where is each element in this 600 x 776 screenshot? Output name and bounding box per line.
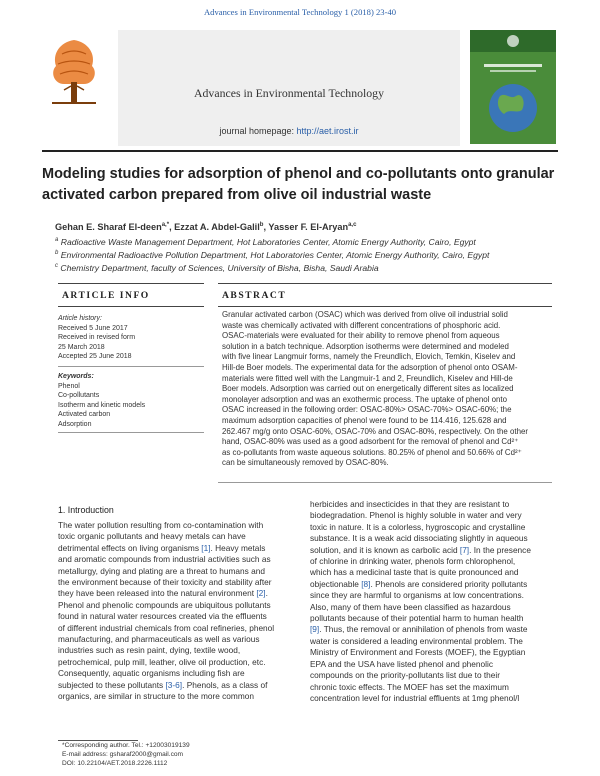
- keyword: Isotherm and kinetic models: [58, 401, 146, 409]
- keyword: Co-pollutants: [58, 392, 100, 399]
- section-rule: [58, 306, 204, 307]
- section-rule: [218, 306, 552, 307]
- abstract-line: OSAC increased in the following order: OSAC-80%> OSAC-70%> OSAC-60%; the: [222, 405, 512, 415]
- abstract-line: Boer models. Adsorption was carried out on energetically different sites as localized: [222, 384, 514, 394]
- article-history: [58, 314, 202, 362]
- body-text-line: of different industrial chemicals from coal refineries, phenol: [58, 622, 275, 633]
- abstract-line: Hill-de Boer models. The experimental data for the adsorption of phenol onto OSAM-: [222, 362, 518, 372]
- body-text-line: petrochemical, pulp mill, leather, olive oil production, etc.: [58, 656, 266, 667]
- body-text-line: objectionable [8]. Phenols are considered priority pollutants: [310, 578, 528, 589]
- body-text-line: Consequently, aquatic organisms including fish are: [58, 668, 245, 679]
- body-text-line: Also, many of them have been classified as hazardous: [310, 601, 511, 612]
- body-text-line: [9]. Thus, the removal or annihilation of phenols from waste: [310, 624, 528, 635]
- abstract-line: Granular activated carbon (OSAC) which was derived from olive oil industrial solid: [222, 310, 508, 319]
- author-list: Gehan E. Sharaf El-deen$^{a,*}$, Ezzat A. Abdel-Galil$^b$, Yasser F. El-Aryan$^{a,c}$: [55, 222, 357, 233]
- section-rule: [218, 283, 552, 284]
- history-item: Accepted 25 June 2018: [58, 353, 132, 360]
- running-head[interactable]: Advances in Environmental Technology 1 (2018) 23-40: [203, 7, 397, 17]
- body-text-line: water is considered a leading environmental problem. The: [310, 635, 523, 646]
- abstract-body: [222, 310, 550, 469]
- body-text-line: and aromatic compounds from industrial activities such as: [58, 554, 271, 565]
- citation-link[interactable]: [3-6]: [165, 679, 183, 690]
- corresponding-author: *Corresponding author. Tel.: +12003019139: [62, 742, 190, 749]
- affiliation: $^a$ Radioactive Waste Management Department, Hot Laboratories Center, Atomic Energy Authority, Cairo, Egypt: [55, 237, 476, 247]
- body-text-line: concentration level for industrial effluents at 1mg phenol/l: [310, 692, 520, 703]
- section-rule: [58, 283, 204, 284]
- abstract-line: as co-pollutants from waste aqueous solutions. 80.25% of phenol and 50.66% of Cd²⁺: [222, 447, 522, 457]
- keywords-label: Keywords:: [58, 373, 94, 380]
- article-title: [42, 164, 562, 206]
- history-item: Received in revised form: [58, 334, 136, 341]
- body-text-line: toxic in nature. It is a colorless, hygroscopic and crystalline: [310, 521, 526, 532]
- journal-cover-thumbnail: [470, 30, 556, 144]
- body-text-line: since they are harmful to organisms at low concentrations.: [310, 590, 524, 601]
- abstract-line: solution in a batch technique. Adsorption isotherms were determined and modeled: [222, 341, 509, 351]
- abstract-line: monolayer adsorption and was an exothermic process. The uptake of phenol onto: [222, 394, 507, 404]
- affiliation: $^b$ Environmental Radioactive Pollution Department, Hot Laboratories Center, Atomic Energy Authority, Cairo, Egypt: [55, 250, 490, 260]
- citation-link[interactable]: [1]: [201, 542, 211, 553]
- homepage-label: journal homepage:: [219, 126, 297, 136]
- body-text-line: of chlorine in drinking water, phenols form chlorophenol,: [310, 556, 516, 567]
- author-affiliation-mark: b: [259, 222, 264, 228]
- title-line-1: Modeling studies for adsorption of phenol and co-pollutants onto granular: [42, 166, 555, 182]
- body-text-line: detrimental effects on living organisms [1]. Heavy metals: [58, 542, 266, 553]
- history-item: Received 5 June 2017: [58, 324, 128, 332]
- abstract-line: OSAC-materials were evaluated for their ability to remove phenol from aqueous: [222, 331, 500, 341]
- body-text-line: pollutants because of their potential harm to human health: [310, 613, 524, 624]
- body-text-line: EPA and the USA have listed phenol and phenolic: [310, 658, 493, 669]
- abstract-line: with five linear Langmuir forms, namely the Freundlich, Elovich, Temkin, Kiselev and: [222, 352, 516, 362]
- keyword: Activated carbon: [58, 411, 111, 418]
- body-text-line: which has a medicinal taste that is quite pronounced and: [310, 567, 519, 578]
- introduction-heading: 1. Introduction: [58, 505, 114, 515]
- abstract-line: can be simultaneously removed by OSAC-80%.: [222, 458, 389, 468]
- body-text-line: the environment because of their toxicity and stability after: [58, 577, 272, 588]
- body-text-line: substance. It is a weak acid dissociating slightly in aqueous: [310, 533, 528, 544]
- body-text-line: manufacturing, and pharmaceuticals as well as various: [58, 634, 260, 645]
- section-rule: [58, 432, 204, 433]
- abstract-line: 262.467 mg/g onto OSAC-60%, OSAC-70% and OSAC-80%, respectively. On the other: [222, 426, 528, 436]
- affiliation: $^c$ Chemistry Department, faculty of Sciences, University of Bisha, Bisha, Saudi Arabia: [55, 263, 379, 273]
- introduction-column-left: [58, 520, 300, 703]
- body-text-line: biodegradation. Phenol is highly soluble in water and very: [310, 510, 522, 521]
- section-rule: [58, 366, 204, 367]
- keyword-list: [58, 372, 202, 429]
- citation-link[interactable]: [7]: [459, 544, 470, 555]
- doi[interactable]: DOI: 10.22104/AET.2018.2226.1112: [62, 760, 168, 767]
- history-item: 25 March 2018: [58, 343, 105, 351]
- email-address[interactable]: E-mail address: gsharaf2000@gmail.com: [62, 751, 184, 758]
- journal-title: Advances in Environmental Technology: [194, 86, 384, 100]
- abstract-line: materials were fitted well with the Langmuir-1 and 2, Freundlich, Kiselev and Hill-de: [222, 373, 513, 383]
- author-name: Ezzat A. Abdel-Galil: [174, 222, 260, 233]
- section-rule: [218, 482, 552, 483]
- body-text-line: solution, and it is known as carbolic acid [7]. In the presence: [310, 544, 531, 555]
- abstract-line: hand, OSAC-80% was used as a good adsorbent for the removal of phenol and Cd²⁺: [222, 437, 519, 447]
- body-text-line: they have been released into the natural environment [2].: [58, 588, 268, 599]
- abstract-line: maximum adsorption capacities of phenol were found to be 114.416, 125.628 and: [222, 415, 507, 425]
- body-text-line: chronic toxic effects. The MOEF has set the maximum: [310, 681, 509, 692]
- body-text-line: industries such as resin paint, dying, textile wood,: [58, 645, 241, 656]
- body-text-line: organics, are similar in structure to the more common: [58, 691, 254, 702]
- homepage-link[interactable]: http://aet.irost.ir: [296, 126, 359, 136]
- abstract-heading: ABSTRACT: [222, 290, 287, 301]
- introduction-column-right: [310, 499, 552, 704]
- journal-homepage: [118, 126, 460, 136]
- body-text-line: Ministry of Environment and Forests (MOEF), the Egyptian: [310, 647, 526, 658]
- body-text-line: compounds on the priority-pollutants list due to their: [310, 670, 501, 681]
- abstract-line: waste was chemically activated with different concentrations of phosphoric acid.: [222, 320, 501, 330]
- article-info-heading: ARTICLE INFO: [62, 290, 150, 301]
- author-affiliation-mark: a,*: [161, 222, 170, 228]
- author-name: Yasser F. El-Aryan: [268, 222, 349, 233]
- citation-link[interactable]: [9]: [310, 624, 320, 635]
- keyword: Phenol: [58, 382, 80, 390]
- header-rule: [42, 150, 558, 152]
- elsevier-tree-logo: [42, 28, 106, 114]
- footnotes: [62, 741, 190, 768]
- author-affiliation-mark: a,c: [348, 222, 357, 228]
- body-text-line: found in natural water resources created via the effluents: [58, 611, 267, 622]
- body-text-line: herbicides and insecticides in that they are resistant to: [310, 499, 510, 509]
- body-text-line: toxic organic pollutants and heavy metals can have: [58, 531, 246, 542]
- author-name: Gehan E. Sharaf El-deen: [55, 222, 162, 233]
- body-text-line: The water pollution resulting from co-contamination with: [58, 520, 264, 530]
- keyword: Adsorption: [58, 420, 92, 428]
- body-text-line: Phenol and phenolic compounds are ubiquitous pollutants: [58, 599, 271, 610]
- citation-link[interactable]: [8]: [361, 578, 371, 589]
- body-text-line: subjected to these pollutants [3-6]. Phenols, as a class of: [58, 679, 268, 690]
- title-line-2: activated carbon prepared from olive oil industrial waste: [42, 187, 432, 203]
- history-label: Article history:: [58, 315, 102, 322]
- body-text-line: metallurgy, dying and plating are a threat to humans and: [58, 565, 265, 576]
- citation-link[interactable]: [2]: [256, 588, 266, 599]
